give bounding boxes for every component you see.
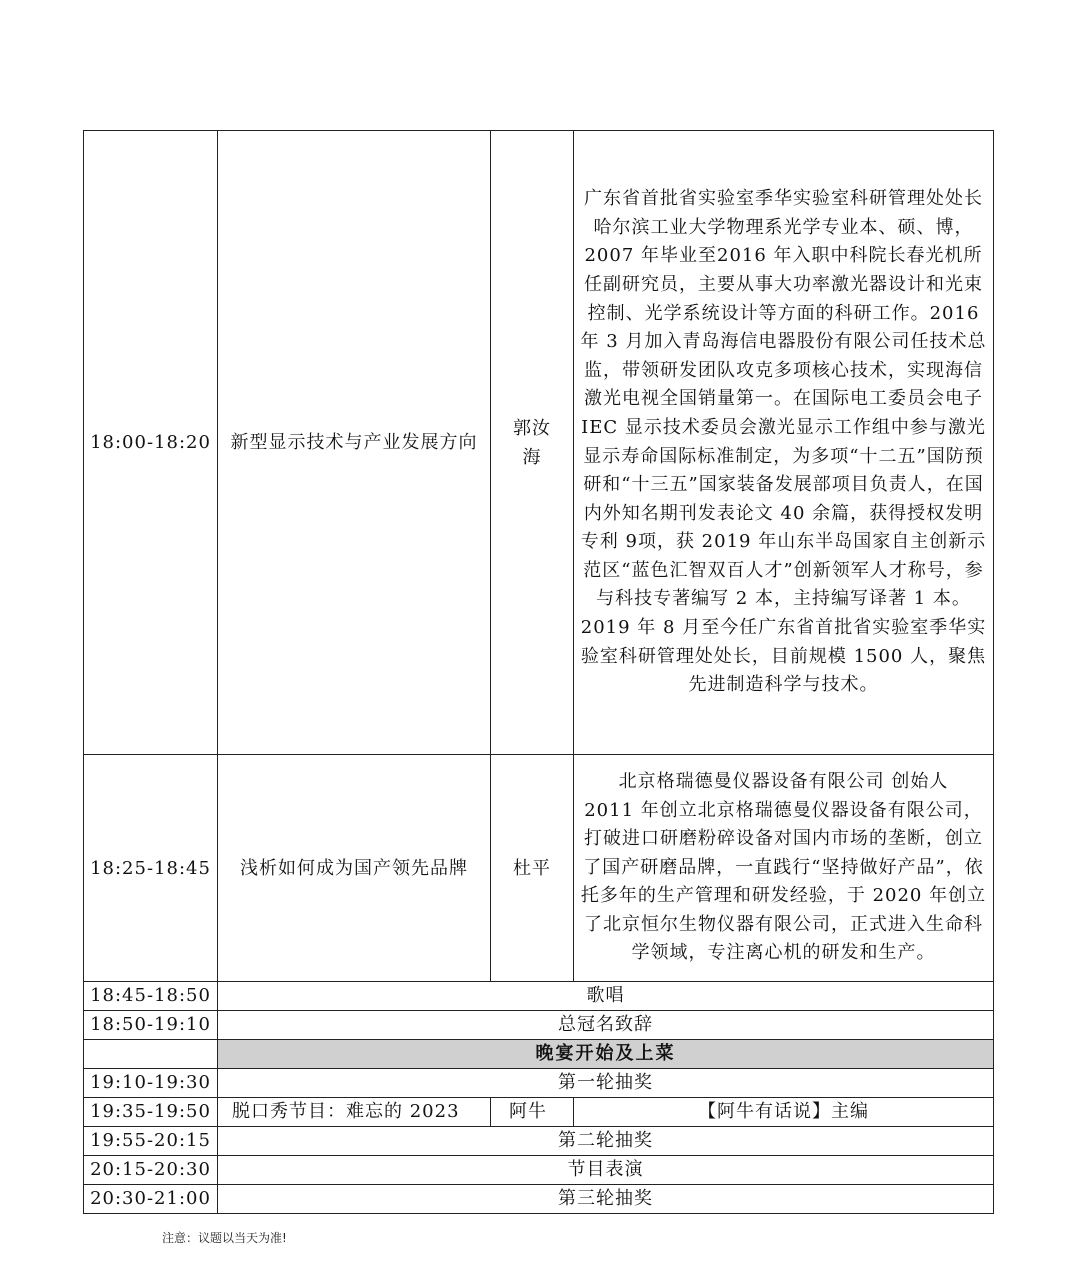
bio-cell: 【阿牛有话说】主编 [574, 1098, 994, 1127]
time-cell: 18:25-18:45 [84, 755, 218, 982]
bio-cell [574, 755, 994, 982]
time-cell: 20:30-21:00 [84, 1185, 218, 1214]
time-cell [84, 1040, 218, 1069]
event-cell: 第一轮抽奖 [218, 1069, 994, 1098]
time-cell: 19:55-20:15 [84, 1127, 218, 1156]
table-row [84, 982, 994, 1011]
speaker-cell: 杜平 [491, 755, 574, 982]
speaker-cell: 阿牛 [491, 1098, 574, 1127]
topic-cell: 新型显示技术与产业发展方向 [218, 131, 491, 755]
topic-cell: 脱口秀节目：难忘的 2023 [218, 1098, 491, 1127]
agenda-table [83, 130, 994, 1214]
table-row [84, 1127, 994, 1156]
table-row [84, 1040, 994, 1069]
footnote: 注意：议题以当天为准! [162, 1231, 287, 1245]
topic-cell: 浅析如何成为国产领先品牌 [218, 755, 491, 982]
bio-body: 哈尔滨工业大学物理系光学专业本、硕、博，2007 年毕业至2016 年入职中科院长春光机所任副研究员，主要从事大功率激光器设计和光束控制、光学系统设计等方面的科研工作。2016 年 3 月加入青岛海信电器股份有限公司任技术总监，带领研发团队攻克多项核心技术，实现海信激光电视全国销量第一。在国际电工委员会电子 IEC 显示技术委员会激光显示工作组中参与激光显示寿命国际标准制定，为多项“十二五”国防预研和“十三五”国家装备发展部项目负责人，在国内外知名期刊发表论文 40 余篇，获得授权发明专利 9项，获 2019 年山东半岛国家自主创新示范区“蓝色汇智双百人才”创新领军人才称号，参与科技专著编写 2 本，主持编写译著 1 本。2019 年 8 月至今任广东省首批省实验室季华实验室科研管理处处长，目前规模 1500 人，聚焦先进制造科学与技术。 [580, 216, 987, 696]
table-row [84, 1185, 994, 1214]
table-row [84, 131, 994, 755]
bio-cell [574, 131, 994, 755]
banquet-banner: 晚宴开始及上菜 [218, 1040, 994, 1069]
event-cell: 歌唱 [218, 982, 994, 1011]
time-cell: 19:35-19:50 [84, 1098, 218, 1127]
table-row [84, 1011, 994, 1040]
table-row [84, 1156, 994, 1185]
event-cell: 第二轮抽奖 [218, 1127, 994, 1156]
bio-title: 广东省首批省实验室季华实验室科研管理处处长 [584, 188, 983, 210]
time-cell: 20:15-20:30 [84, 1156, 218, 1185]
event-cell: 第三轮抽奖 [218, 1185, 994, 1214]
time-cell: 18:45-18:50 [84, 982, 218, 1011]
speaker-cell: 郭汝海 [491, 131, 574, 755]
event-cell: 总冠名致辞 [218, 1011, 994, 1040]
table-row [84, 755, 994, 982]
bio-title: 北京格瑞德曼仪器设备有限公司 创始人 [618, 770, 949, 792]
time-cell: 18:00-18:20 [84, 131, 218, 755]
bio-body: 2011 年创立北京格瑞德曼仪器设备有限公司，打破进口研磨粉碎设备对国内市场的垄断，创立了国产研磨品牌，一直践行“坚持做好产品”，依托多年的生产管理和研发经验，于 2020 年创立了北京恒尔生物仪器有限公司，正式进入生命科学领域，专注离心机的研发和生产。 [580, 799, 987, 964]
table-row [84, 1098, 994, 1127]
time-cell: 19:10-19:30 [84, 1069, 218, 1098]
table-row [84, 1069, 994, 1098]
event-cell: 节目表演 [218, 1156, 994, 1185]
time-cell: 18:50-19:10 [84, 1011, 218, 1040]
